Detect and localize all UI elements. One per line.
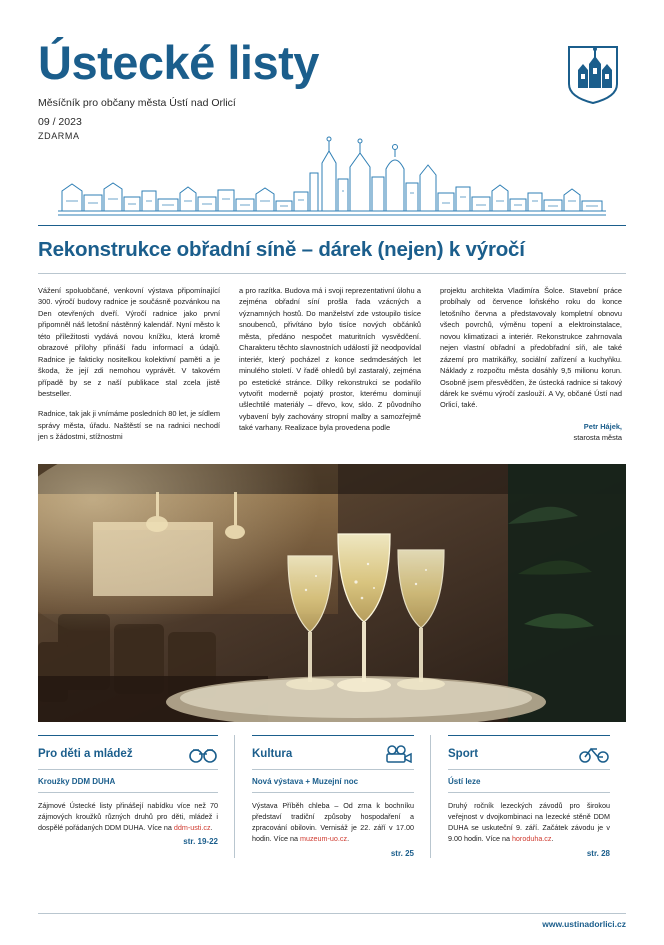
section-text-pre: Výstava Příběh chleba – Od zrna k bochníku představí tradiční způsoby hospodaření a zpracování obilovin. Vernisáž je 22. září v 17.00 hodin. Více na bbox=[252, 800, 414, 844]
masthead-free-label: ZDARMA bbox=[38, 130, 80, 141]
masthead bbox=[38, 0, 626, 141]
article-column-1 bbox=[38, 285, 220, 452]
section-teasers bbox=[38, 735, 626, 858]
section-culture bbox=[234, 735, 430, 858]
footer bbox=[38, 909, 626, 929]
town-coat-of-arms-icon bbox=[566, 44, 620, 111]
section-page-ref: str. 19-22 bbox=[183, 837, 218, 847]
article-headline: Rekonstrukce obřadní síně – dárek (nejen) k výročí bbox=[38, 237, 525, 261]
section-rule bbox=[38, 769, 218, 770]
section-rule bbox=[252, 769, 414, 770]
section-link[interactable]: horoduha.cz bbox=[511, 834, 552, 844]
section-text-post: . bbox=[347, 834, 350, 844]
section-title: Sport bbox=[448, 748, 479, 761]
section-link[interactable]: muzeum-uo.cz bbox=[299, 834, 348, 844]
article-signature bbox=[440, 421, 622, 443]
masthead-subtitle: Měsíčník pro občany města Ústí nad Orlicí bbox=[38, 97, 236, 110]
section-sub-rule bbox=[448, 792, 610, 793]
section-title: Kultura bbox=[252, 748, 293, 761]
section-text bbox=[448, 800, 610, 845]
section-subtitle: Ústí leze bbox=[448, 776, 481, 786]
footer-rule bbox=[38, 913, 626, 914]
bicycle-icon bbox=[578, 745, 610, 763]
section-subtitle: Kroužky DDM DUHA bbox=[38, 776, 116, 786]
section-text-post: . bbox=[551, 834, 554, 844]
section-link[interactable]: ddm-usti.cz bbox=[173, 823, 211, 833]
signature-role: starosta města bbox=[573, 433, 622, 443]
section-children-youth bbox=[38, 735, 234, 858]
section-sub-rule bbox=[38, 792, 218, 793]
section-title: Pro děti a mládež bbox=[38, 748, 133, 761]
masthead-issue: 09 / 2023 bbox=[38, 115, 82, 128]
film-camera-icon bbox=[384, 745, 414, 763]
section-header bbox=[252, 735, 414, 767]
article-photo bbox=[38, 464, 626, 722]
section-text bbox=[38, 800, 218, 833]
town-skyline-illustration bbox=[38, 130, 626, 225]
section-text-post: . bbox=[210, 823, 213, 833]
article-paragraph: projektu architekta Vladimíra Šolce. Stavební práce probíhaly od července loňského roku do konce letošního června a představovaly kompletní obnovu všech povrchů, výměnu topení a elektroinstalace, novou klimatizaci a interiér. Rekonstrukce zahrnovala nejen vlastní obřadní a předobřadní síň, ale také zázemí pro matrikářky, sociální zařízení a kuchyňku. Náklady z rozpočtu města dosáhly 9,5 milionu korun. Osobně jsem přesvědčen, že ústecká radnice si takový dárek ke svému výročí zaslouží. A Vy, občané Ústí nad Orlicí, také. bbox=[440, 285, 622, 410]
section-page-ref: str. 28 bbox=[586, 848, 610, 858]
article-column-2 bbox=[239, 285, 421, 452]
article-paragraph: Radnice, tak jak ji vnímáme posledních 80 let, je sídlem správy města, úřadu. Naštěstí se na radnici nechodí jen s žádostmi, stížnostmi bbox=[38, 409, 220, 442]
headline-bottom-rule bbox=[38, 273, 626, 274]
signature-name: Petr Hájek, bbox=[583, 421, 622, 431]
section-rule bbox=[448, 769, 610, 770]
article-paragraph: a pro razítka. Budova má i svoji reprezentativní úlohu a zejména obřadní síní prošla řada vzácných a významných hostů. Do manželství zde vstoupilo tisíce snoubenců, přivítáno bylo tisíce nových občánků města, předáno nespočet maturitních vysvědčení. Charakteru těchto slavnostních událostí již neodpovídal interiér, který pocházel z konce sedmdesátých let minulého století. V řadě ohledů byl zastaralý, zejména po estetické stránce. Dílky rekonstrukci se podařilo vytvořit moderně pojatý prostor, kterému dominují ušlechtilé materiály – dřevo, kov, sklo. Z původního vybavení byly zachovány stropní malby a samozřejmě také varhany. Realizace byla provedena podle bbox=[239, 285, 421, 433]
section-header bbox=[448, 735, 610, 767]
headline-top-rule bbox=[38, 225, 626, 226]
section-text-pre: Zájmové Ústecké listy přinášejí nabídku více než 70 zájmových kroužků různých druhů pro děti, mládež i dospělé pořádaných DDM DUHA. Více na bbox=[38, 800, 218, 833]
section-header bbox=[38, 735, 218, 767]
section-subtitle: Nová výstava + Muzejní noc bbox=[252, 776, 359, 786]
article-column-3 bbox=[440, 285, 622, 452]
section-text bbox=[252, 800, 414, 845]
article-paragraph: Vážení spoluobčané, venkovní výstava připomínající 300. výročí budovy radnice je součásně pozvánkou na Den otevřených dveří. Výročí radnice jako první připomněl náš letošní nástěnný kalendář. Nyní město k této příležitosti vydává novou knížku, která kromě obrazové přílohy přináší řadu informací a údajů. Radnice je fakticky nositelkou kolektivní paměti a je škoda, že její zdi nemohou vyprávět. V takovém případě by se z naší publikace stal zcela jistě bestseller. bbox=[38, 285, 220, 398]
masthead-text bbox=[38, 38, 319, 141]
section-page-ref: str. 25 bbox=[390, 848, 414, 858]
article-body bbox=[38, 285, 626, 452]
section-text-pre: Druhý ročník lezeckých závodů pro širokou veřejnost v dvojkombinaci na lezecké stěně DDM DUHA se uskuteční 9. září. Začátek závodu je v 9.00 hodin. Více na bbox=[448, 800, 610, 844]
section-sport bbox=[430, 735, 626, 858]
binoculars-icon bbox=[188, 745, 218, 763]
page-title: Ústecké listy bbox=[38, 36, 319, 89]
footer-url[interactable]: www.ustinadorlici.cz bbox=[542, 919, 626, 929]
section-sub-rule bbox=[252, 792, 414, 793]
